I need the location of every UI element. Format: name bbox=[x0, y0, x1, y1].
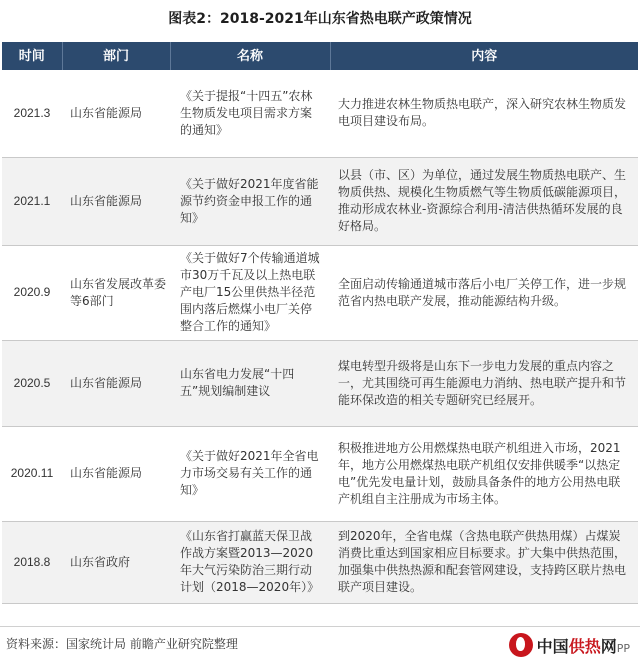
logo-tail: PP bbox=[616, 641, 630, 655]
page-title: 图表2：2018-2021年山东省热电联产政策情况 bbox=[168, 11, 472, 27]
table-row bbox=[2, 70, 638, 157]
table-row bbox=[2, 157, 638, 245]
cell-name: 《关于做好7个传输通道城市30万千瓦及以上热电联产电厂15公里供热半径范围内落后燃煤小电厂关停整合工作的通知》 bbox=[170, 245, 330, 340]
table-row bbox=[2, 245, 638, 340]
site-logo bbox=[509, 631, 630, 659]
table-row bbox=[2, 426, 638, 521]
cell-content: 到2020年，全省电煤（含热电联产供热用煤）占煤炭消费比重达到国家相应目标要求。扩大集中供热范围，加强集中供热热源和配套管网建设，支持跨区联片热电联产项目建设。 bbox=[330, 521, 638, 603]
cell-dept: 山东省能源局 bbox=[62, 426, 170, 521]
cell-name: 《山东省打赢蓝天保卫战作战方案暨2013—2020年大气污染防治三期行动计划（2018—2020年）》 bbox=[170, 521, 330, 603]
footer bbox=[0, 626, 640, 667]
cell-content: 以县（市、区）为单位，通过发展生物质热电联产、生物质供热、规模化生物质燃气等生物质低碳能源项目，推动形成农林业-资源综合利用-清洁供热循环发展的良好格局。 bbox=[330, 157, 638, 245]
cell-content: 全面启动传输通道城市落后小电厂关停工作，进一步规范省内热电联产发展，推动能源结构升级。 bbox=[330, 245, 638, 340]
table-row bbox=[2, 340, 638, 426]
policy-table bbox=[2, 42, 638, 604]
logo-text bbox=[537, 634, 630, 657]
cell-time: 2018.8 bbox=[2, 521, 62, 603]
header-name: 名称 bbox=[170, 42, 330, 70]
logo-prefix: 中国 bbox=[536, 636, 569, 656]
table-row bbox=[2, 521, 638, 603]
logo-highlight: 供热 bbox=[568, 636, 601, 656]
cell-time: 2021.1 bbox=[2, 157, 62, 245]
cell-content: 大力推进农林生物质热电联产，深入研究农林生物质发电项目建设布局。 bbox=[330, 70, 638, 157]
cell-content: 积极推进地方公用燃煤热电联产机组进入市场，2021年，地方公用燃煤热电联产机组仅安排供暖季“以热定电”优先发电量计划，鼓励具备条件的地方公用热电联产机组自主注册成为市场主体。 bbox=[330, 426, 638, 521]
cell-dept: 山东省能源局 bbox=[62, 70, 170, 157]
cell-time: 2020.11 bbox=[2, 426, 62, 521]
cell-dept: 山东省发展改革委等6部门 bbox=[62, 245, 170, 340]
header-dept: 部门 bbox=[62, 42, 170, 70]
source-note: 资料来源：国家统计局 前瞻产业研究院整理 bbox=[6, 637, 238, 651]
cell-time: 2020.5 bbox=[2, 340, 62, 426]
cell-dept: 山东省能源局 bbox=[62, 157, 170, 245]
cell-dept: 山东省能源局 bbox=[62, 340, 170, 426]
cell-name: 山东省电力发展“十四五”规划编制建议 bbox=[170, 340, 330, 426]
cell-content: 煤电转型升级将是山东下一步电力发展的重点内容之一，尤其围绕可再生能源电力消纳、热电联产提升和节能环保改造的相关专题研究已经展开。 bbox=[330, 340, 638, 426]
cell-time: 2020.9 bbox=[2, 245, 62, 340]
cell-name: 《关于做好2021年度省能源节约资金申报工作的通知》 bbox=[170, 157, 330, 245]
cell-dept: 山东省政府 bbox=[62, 521, 170, 603]
cell-name: 《关于提报“十四五”农林生物质发电项目需求方案的通知》 bbox=[170, 70, 330, 157]
cell-name: 《关于做好2021年全省电力市场交易有关工作的通知》 bbox=[170, 426, 330, 521]
table-header-row bbox=[2, 42, 638, 70]
cell-time: 2021.3 bbox=[2, 70, 62, 157]
logo-suffix: 网 bbox=[600, 636, 617, 656]
header-time: 时间 bbox=[2, 42, 62, 70]
flame-logo-icon bbox=[509, 633, 533, 657]
header-content: 内容 bbox=[330, 42, 638, 70]
